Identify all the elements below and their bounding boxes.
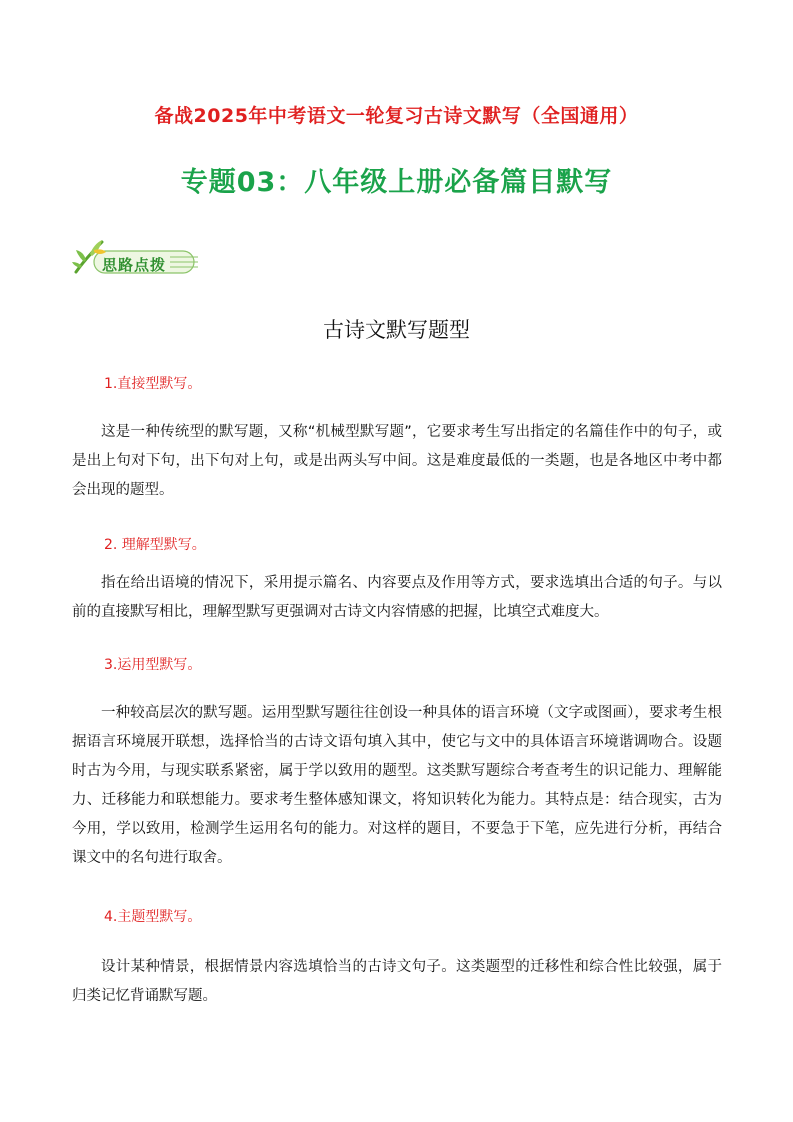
tip-badge [72,236,200,280]
badge-label: 思路点拨 [102,256,167,274]
item-body-2: 指在给出语境的情况下，采用提示篇名、内容要点及作用等方式，要求选填出合适的句子。与以前的直接默写相比，理解型默写更强调对古诗文内容情感的把握，比填空式难度大。 [72,575,722,620]
page-title: 备战2025年中考语文一轮复习古诗文默写（全国通用） [154,105,639,127]
page-subtitle: 专题03：八年级上册必备篇目默写 [180,167,613,198]
item-title-3: 3.运用型默写。 [104,657,202,673]
item-body-4: 设计某种情景，根据情景内容选填恰当的古诗文句子。这类题型的迁移性和综合性比较强，属于归类记忆背诵默写题。 [72,959,722,1004]
section-heading: 古诗文默写题型 [323,318,470,342]
item-body-1: 这是一种传统型的默写题，又称“机械型默写题”，它要求考生写出指定的名篇佳作中的句子，或是出上句对下句，出下句对上句，或是出两头写中间。这是难度最低的一类题，也是各地区中考中都会出现的题型。 [72,424,722,498]
item-body-3: 一种较高层次的默写题。运用型默写题往往创设一种具体的语言环境（文字或图画），要求考生根据语言环境展开联想，选择恰当的古诗文语句填入其中，使它与文中的具体语言环境谐调吻合。设题时古为今用，与现实联系紧密，属于学以致用的题型。这类默写题综合考查考生的识记能力、理解能力、迁移能力和联想能力。要求考生整体感知课文，将知识转化为能力。其特点是：结合现实，古为今用，学以致用，检测学生运用名句的能力。对这样的题目，不要急于下笔，应先进行分析，再结合课文中的名句进行取舍。 [72,705,722,866]
item-title-2: 2. 理解型默写。 [104,537,206,553]
item-title-4: 4.主题型默写。 [104,909,202,925]
item-title-1: 1.直接型默写。 [104,376,202,392]
